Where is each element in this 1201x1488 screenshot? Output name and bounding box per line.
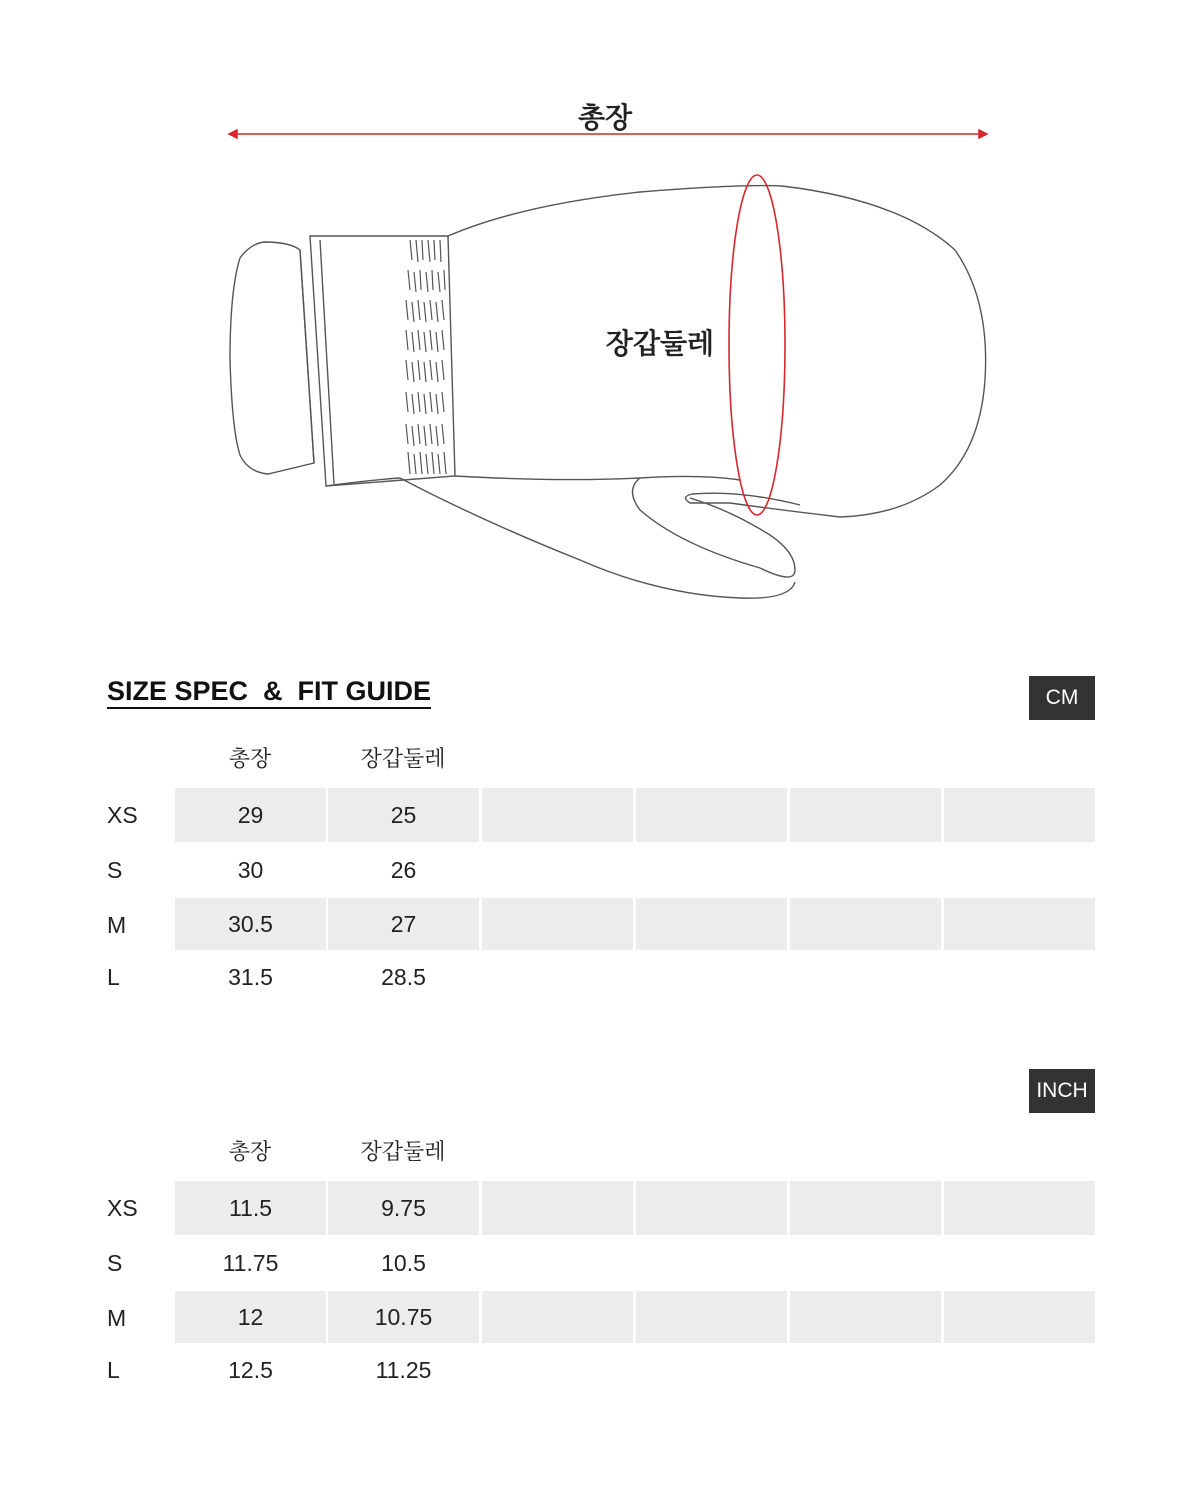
table-row <box>0 1343 1201 1397</box>
cell-empty <box>636 898 787 950</box>
length-label: 총장 <box>577 101 633 134</box>
cell-empty <box>790 1291 941 1343</box>
cell-circumference: 11.25 <box>375 1356 432 1383</box>
column-header-circumference: 장갑둘레 <box>360 1140 446 1165</box>
table-row <box>0 1236 1201 1290</box>
cell-circumference: 10.5 <box>381 1249 426 1276</box>
cell-circumference: 27 <box>328 898 479 950</box>
column-header-length: 총장 <box>228 1140 272 1165</box>
row-size-label: S <box>107 857 123 883</box>
cell-circumference: 26 <box>390 856 417 883</box>
cell-empty <box>482 788 633 842</box>
cell-empty <box>790 1181 941 1235</box>
table-row <box>0 950 1201 1004</box>
cell-length: 29 <box>175 788 326 842</box>
row-size-label: M <box>107 1305 127 1331</box>
row-size-label: S <box>107 1250 123 1276</box>
table-row <box>0 788 1201 842</box>
table-row <box>0 898 1201 950</box>
cell-empty <box>636 1291 787 1343</box>
cell-empty <box>636 788 787 842</box>
circumference-marker <box>729 175 785 515</box>
column-header-circumference: 장갑둘레 <box>360 747 446 772</box>
unit-badge-inch: INCH <box>1029 1069 1095 1113</box>
cell-length: 12 <box>175 1291 326 1343</box>
mitten-outline <box>230 186 986 599</box>
unit-badge-cm: CM <box>1029 676 1095 720</box>
cell-empty <box>482 1181 633 1235</box>
section-title: SIZE SPEC & FIT GUIDE <box>107 676 431 709</box>
cell-length: 11.75 <box>222 1249 279 1276</box>
row-size-label: XS <box>107 1195 138 1221</box>
cell-empty <box>636 1181 787 1235</box>
cell-empty <box>944 898 1095 950</box>
cell-empty <box>790 898 941 950</box>
column-header-length: 총장 <box>228 747 272 772</box>
cell-empty <box>482 1291 633 1343</box>
row-size-label: L <box>107 964 120 990</box>
cell-empty <box>944 1181 1095 1235</box>
table-row <box>0 1181 1201 1235</box>
cell-empty <box>482 898 633 950</box>
row-size-label: L <box>107 1357 120 1383</box>
cell-length: 31.5 <box>228 963 273 990</box>
cell-circumference: 9.75 <box>328 1181 479 1235</box>
cell-length: 30.5 <box>175 898 326 950</box>
table-row <box>0 843 1201 897</box>
row-size-label: XS <box>107 802 138 828</box>
cell-empty <box>944 788 1095 842</box>
cell-length: 11.5 <box>175 1181 326 1235</box>
cell-empty <box>790 788 941 842</box>
cell-circumference: 25 <box>328 788 479 842</box>
cell-circumference: 28.5 <box>381 963 426 990</box>
mitten-diagram <box>0 0 1201 640</box>
cell-circumference: 10.75 <box>328 1291 479 1343</box>
cell-length: 12.5 <box>228 1356 273 1383</box>
row-size-label: M <box>107 912 127 938</box>
cell-empty <box>944 1291 1095 1343</box>
circumference-label: 장갑둘레 <box>605 327 715 360</box>
cell-length: 30 <box>237 856 264 883</box>
table-row <box>0 1291 1201 1343</box>
